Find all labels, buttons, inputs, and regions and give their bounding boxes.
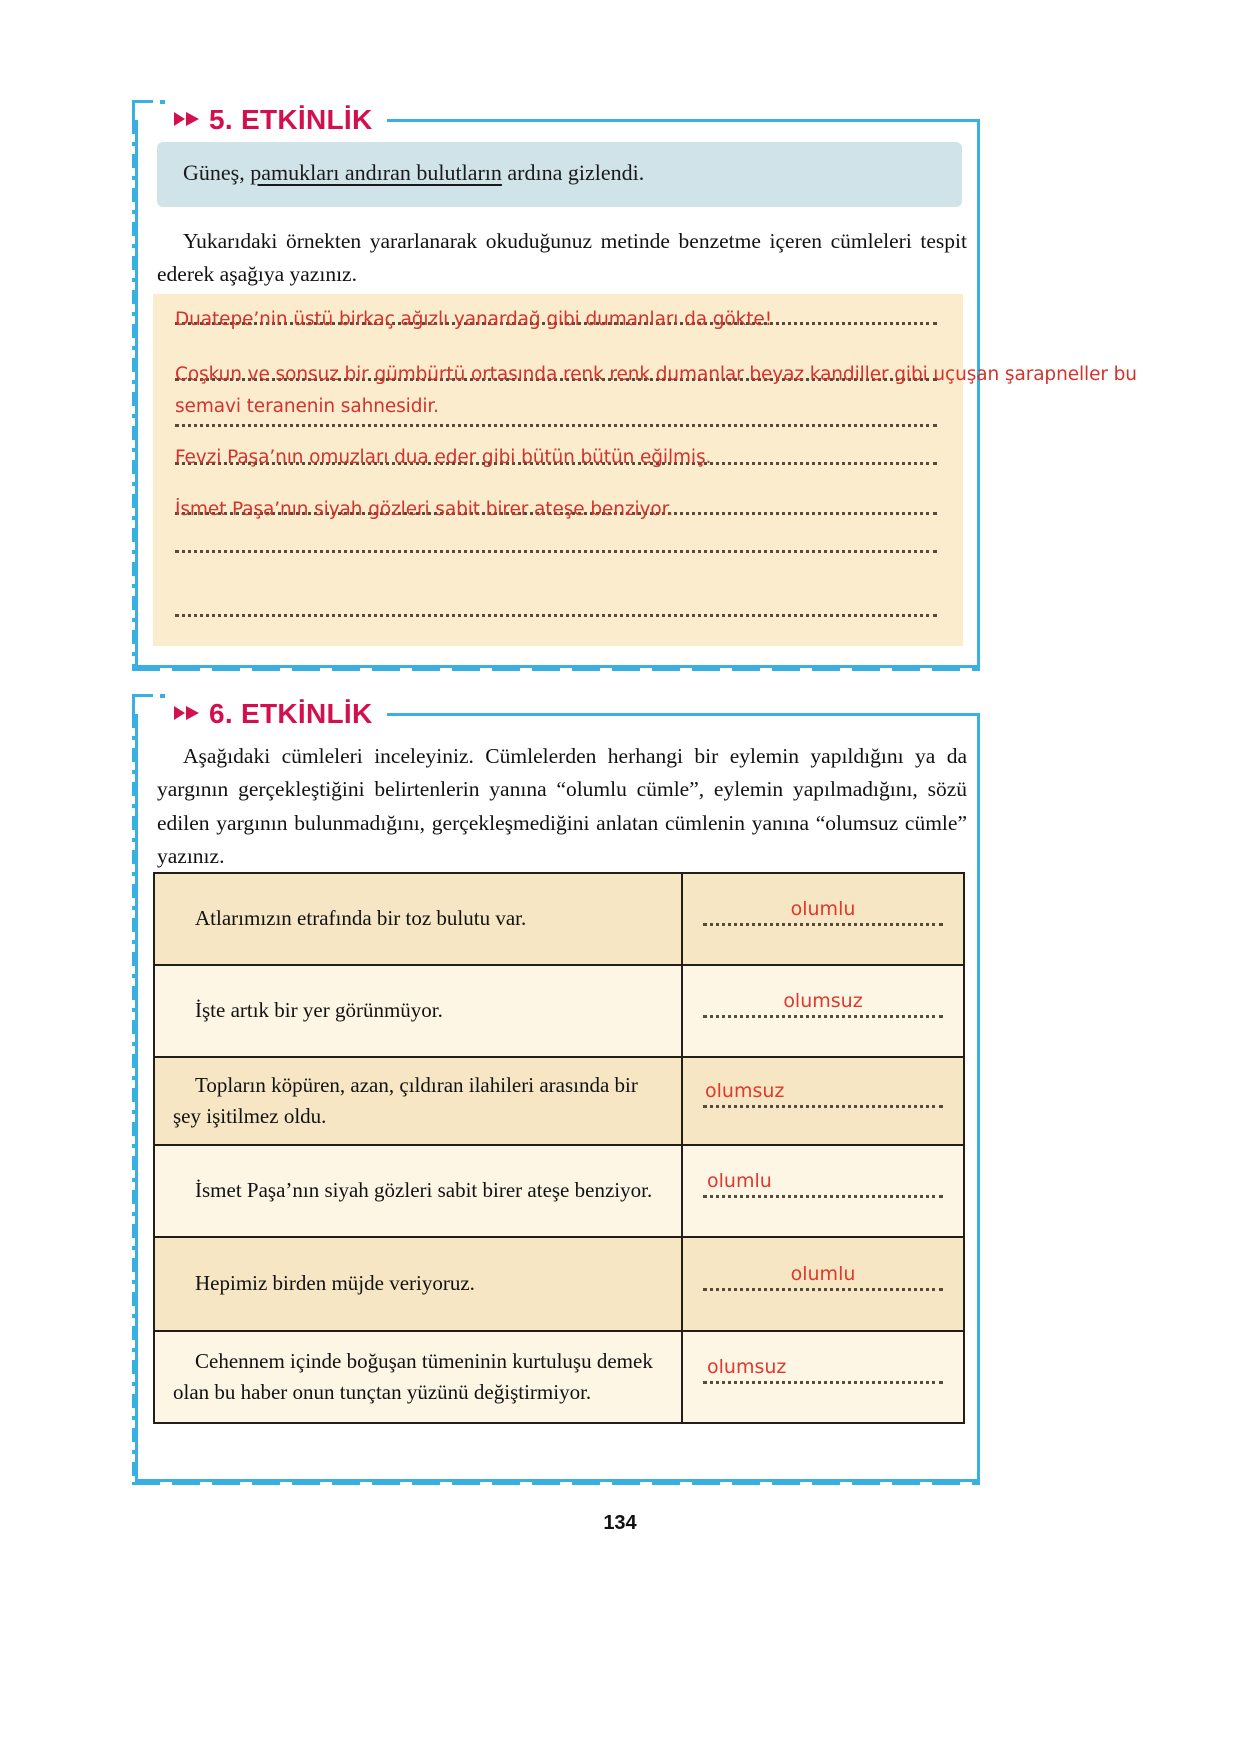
example-text-before: Güneş,: [183, 160, 251, 185]
answer-value: olumlu: [790, 898, 856, 920]
activity-6-dashed-left-edge: [132, 714, 135, 1485]
answer-field[interactable]: [683, 1264, 963, 1304]
corner-bracket-icon: [132, 100, 153, 121]
table-row: [154, 873, 964, 965]
double-arrow-icon: [173, 703, 203, 723]
activity-5-example-box: [157, 142, 962, 207]
table-row: [154, 1057, 964, 1145]
answer-cell[interactable]: [682, 965, 964, 1057]
dash-dot-icon: [160, 100, 165, 104]
sentence-cell: İşte artık bir yer görünmüyor.: [154, 965, 682, 1057]
activity-6-prompt: Aşağıdaki cümleleri inceleyiniz. Cümlelerden herhangi bir eylemin yapıldığını ya da yargının gerçekleştiğini belirtenlerin yanına “olumlu cümle”, eylemin yapılmadığını, sözü edilen yargının bulunmadığını, gerçekleşmediğini anlatan cümlenin yanına “olumsuz cümle” yazınız.: [157, 744, 967, 868]
answer-rule: [175, 424, 937, 427]
sentence-cell: Cehennem içinde boğuşan tümeninin kurtuluşu demek olan bu haber onun tunçtan yüzünü değiştirmiyor.: [154, 1331, 682, 1423]
sentence-cell: İsmet Paşa’nın siyah gözleri sabit birer ateşe benziyor.: [154, 1145, 682, 1237]
answer-rule: [703, 923, 943, 926]
activity-6-title: 6. ETKİNLİK: [209, 698, 373, 729]
page-number: 134: [603, 1512, 637, 1534]
table-row: [154, 1331, 964, 1423]
activity-5-header: [135, 98, 980, 142]
example-text-underlined: pamukları andıran bulutların: [250, 160, 502, 185]
activity-5-header-rule: [387, 119, 980, 122]
activity-5-title: 5. ETKİNLİK: [209, 104, 373, 135]
dash-dot-icon: [160, 694, 165, 698]
activity-5-dashed-bottom-edge: [132, 668, 980, 671]
answer-rule: [175, 550, 937, 553]
example-text-after: ardına gizlendi.: [501, 160, 645, 185]
answer-cell[interactable]: [682, 1237, 964, 1331]
handwritten-answer-2: Coşkun ve sonsuz bir gümbürtü ortasında renk renk dumanlar beyaz kandiller gibi uçuşan şarapneller bu: [175, 364, 1137, 385]
activity-5-body: [157, 142, 967, 291]
table-row: [154, 1145, 964, 1237]
answer-value: olumsuz: [705, 1080, 785, 1102]
handwritten-answer-4: Fevzi Paşa’nın omuzları dua eder gibi bütün bütün eğilmiş.: [175, 447, 712, 468]
activity-5-dashed-left-edge: [132, 120, 135, 671]
sentence-cell: Topların köpüren, azan, çıldıran ilahileri arasında bir şey işitilmez oldu.: [154, 1057, 682, 1145]
answer-rule: [703, 1381, 943, 1384]
answer-rule: [703, 1105, 943, 1108]
handwritten-answer-5: İsmet Paşa’nın siyah gözleri sabit birer ateşe benziyor.: [175, 499, 674, 520]
answer-cell[interactable]: [682, 1331, 964, 1423]
table-row: [154, 1237, 964, 1331]
activity-6-section: [135, 692, 980, 1482]
answer-field[interactable]: [683, 899, 963, 939]
activity-6-header: [135, 692, 980, 736]
activity-6-body: [157, 740, 967, 873]
answer-value: olumlu: [790, 1263, 856, 1285]
positive-negative-sentence-table: [153, 872, 965, 1424]
answer-field[interactable]: [683, 991, 963, 1031]
double-arrow-icon: [173, 109, 203, 129]
answer-rule: [703, 1288, 943, 1291]
answer-cell[interactable]: [682, 873, 964, 965]
handwritten-answer-1: Duatepe’nin üstü birkaç ağızlı yanardağ gibi dumanları da gökte!: [175, 309, 773, 330]
sentence-cell: Hepimiz birden müjde veriyoruz.: [154, 1237, 682, 1331]
answer-value: olumsuz: [707, 1356, 787, 1378]
answer-field[interactable]: [683, 1081, 963, 1121]
sentence-cell: Atlarımızın etrafında bir toz bulutu var.: [154, 873, 682, 965]
activity-6-header-rule: [387, 713, 980, 716]
corner-bracket-icon: [132, 694, 153, 715]
activity-5-answer-area[interactable]: [153, 294, 1137, 646]
answer-rule: [703, 1195, 943, 1198]
activity-5-prompt: Yukarıdaki örnekten yararlanarak okuduğunuz metinde benzetme içeren cümleleri tespit ederek aşağıya yazınız.: [157, 228, 967, 287]
answer-cell[interactable]: [682, 1057, 964, 1145]
answer-value: olumlu: [707, 1170, 772, 1192]
handwritten-answer-3: semavi teranenin sahnesidir.: [175, 396, 439, 417]
activity-6-dashed-bottom-edge: [132, 1482, 980, 1485]
table-row: [154, 965, 964, 1057]
answer-rule: [175, 614, 937, 617]
activity-5-section: [135, 98, 1137, 668]
answer-value: olumsuz: [783, 990, 863, 1012]
answer-field[interactable]: [683, 1171, 963, 1211]
answer-cell[interactable]: [682, 1145, 964, 1237]
answer-rule: [703, 1015, 943, 1018]
answer-field[interactable]: [683, 1357, 963, 1397]
